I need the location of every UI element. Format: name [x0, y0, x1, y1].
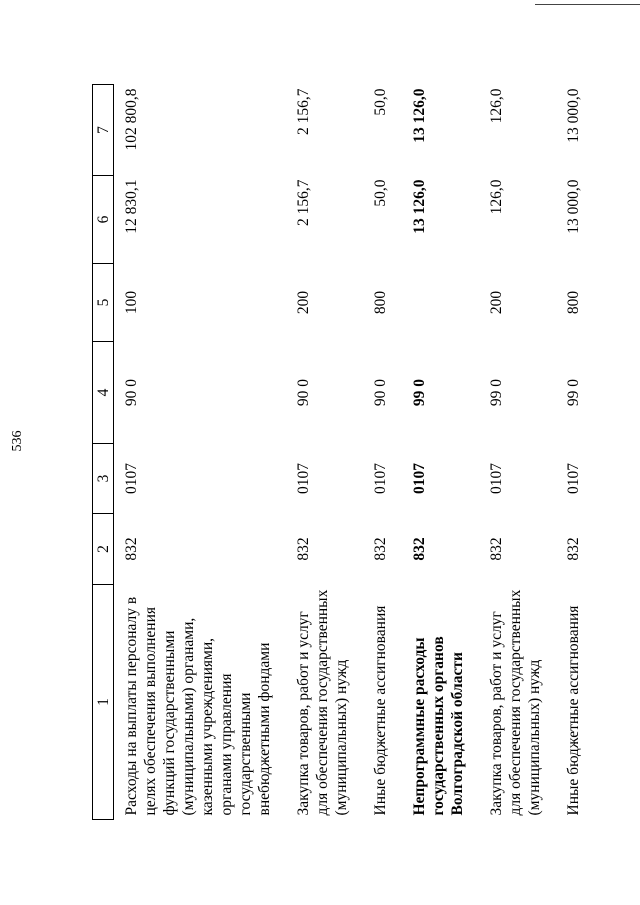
amount-col6: 50,0 — [372, 179, 389, 207]
corner-rule — [535, 4, 640, 5]
expense-type-code: 100 — [123, 290, 140, 315]
table-row — [114, 85, 287, 820]
column-header: 1 — [93, 585, 114, 820]
section-code: 0107 — [372, 463, 389, 494]
table-row — [363, 85, 402, 820]
section-code: 0107 — [295, 463, 312, 494]
ministry-code: 832 — [123, 537, 140, 561]
target-code: 90 0 — [372, 378, 389, 407]
expense-name: Закупка товаров, работ и услуг для обеспечения государственных (муниципальных) нужд — [295, 589, 350, 816]
target-code: 99 0 — [488, 378, 505, 407]
amount-col6: 2 156,7 — [295, 179, 312, 226]
amount-col6: 126,0 — [488, 179, 505, 215]
expense-name: Расходы на выплаты персоналу в целях обеспечения выполнения функций государственными (муниципальными) органами, казенными учреждениями, органами управления государственными внебюджетными фондами — [123, 596, 273, 816]
amount-col7: 126,0 — [488, 88, 505, 124]
target-code: 99 0 — [565, 378, 582, 407]
ministry-code: 832 — [488, 537, 505, 561]
amount-col7: 102 800,8 — [123, 88, 140, 151]
ministry-code: 832 — [372, 537, 389, 561]
expense-type-code: 200 — [295, 290, 312, 315]
target-code: 90 0 — [295, 378, 312, 407]
section-code: 0107 — [123, 463, 140, 494]
amount-col7: 13 000,0 — [565, 88, 582, 143]
expense-type-code — [402, 264, 479, 342]
table-row — [479, 85, 556, 820]
expense-type-code: 800 — [372, 290, 389, 315]
amount-col6: 13 000,0 — [565, 179, 582, 234]
table-header-row — [93, 85, 114, 820]
amount-col7: 13 126,0 — [411, 88, 428, 143]
column-header: 3 — [93, 444, 114, 514]
ministry-code: 832 — [411, 537, 428, 561]
expense-type-code: 200 — [488, 290, 505, 315]
amount-col7: 50,0 — [372, 88, 389, 116]
expense-name: Иные бюджетные ассигнования — [372, 605, 389, 816]
budget-table — [92, 84, 595, 820]
page-number: 536 — [10, 430, 25, 452]
column-header: 5 — [93, 264, 114, 342]
amount-col6: 13 126,0 — [411, 179, 428, 234]
section-code: 0107 — [488, 463, 505, 494]
column-header: 7 — [93, 85, 114, 176]
column-header: 6 — [93, 176, 114, 264]
rotated-table-container — [92, 85, 590, 820]
expense-type-code: 800 — [565, 290, 582, 315]
section-code: 0107 — [411, 463, 428, 494]
amount-col7: 2 156,7 — [295, 88, 312, 135]
column-header: 4 — [93, 342, 114, 444]
expense-name: Закупка товаров, работ и услуг для обеспечения государственных (муниципальных) нужд — [488, 589, 543, 816]
table-row — [556, 85, 595, 820]
amount-col6: 12 830,1 — [123, 179, 140, 234]
ministry-code: 832 — [565, 537, 582, 561]
ministry-code: 832 — [295, 537, 312, 561]
target-code: 90 0 — [123, 378, 140, 407]
expense-name: Иные бюджетные ассигнования — [565, 605, 582, 816]
table-row-subtotal — [402, 85, 479, 820]
target-code: 99 0 — [411, 378, 428, 407]
column-header: 2 — [93, 514, 114, 585]
section-code: 0107 — [565, 463, 582, 494]
table-row — [286, 85, 363, 820]
expense-name: Непрограммные расходы государственных органов Волгоградской области — [411, 636, 466, 816]
